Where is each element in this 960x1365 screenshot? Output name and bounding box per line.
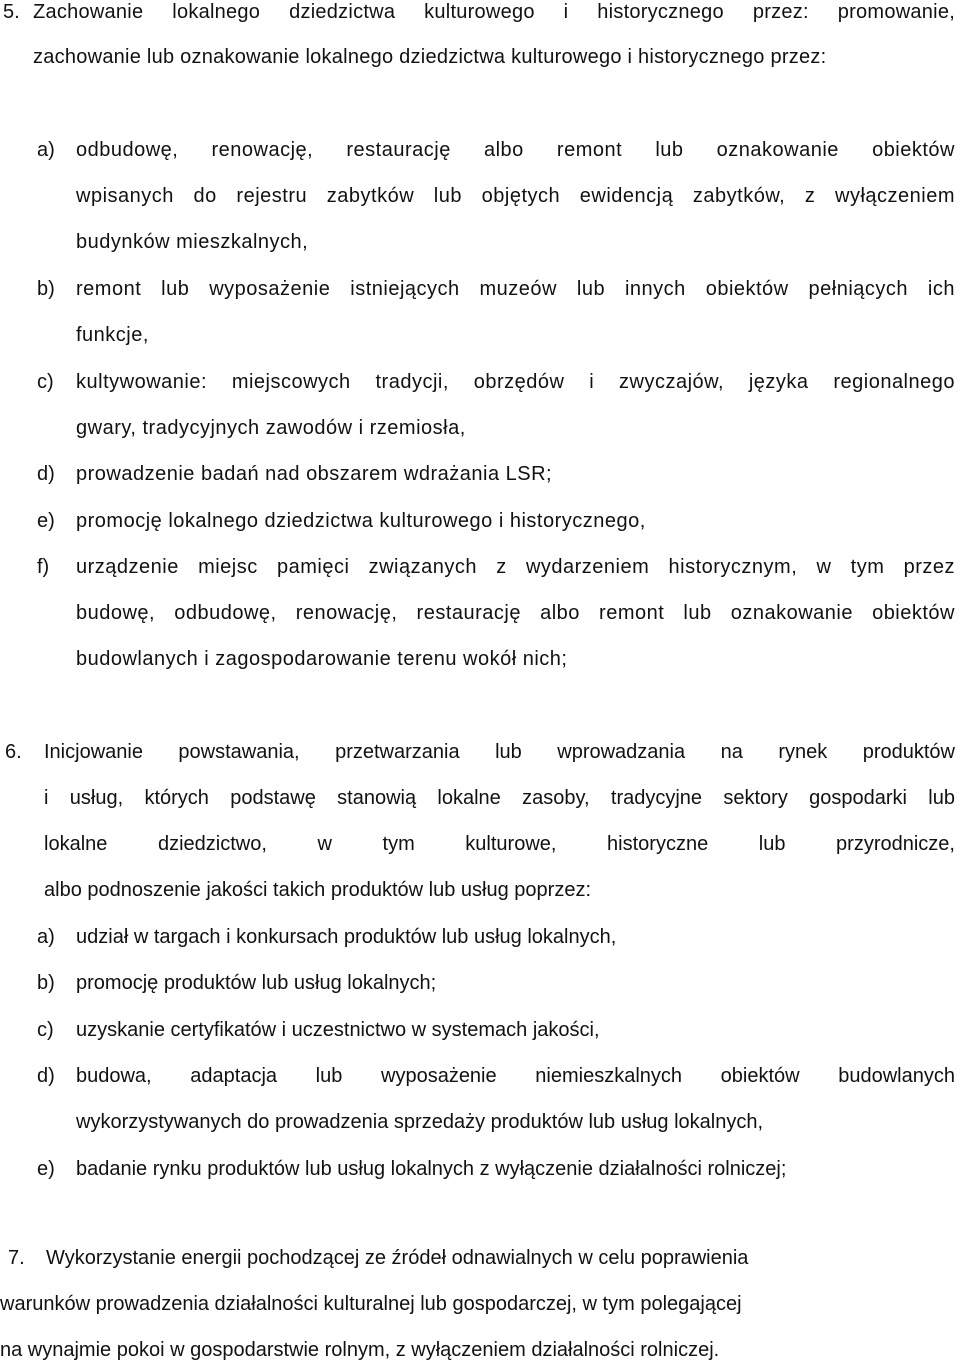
section-heading-line: na wynajmie pokoi w gospodarstwie rolnym, z wyłączeniem działalności rolniczej. (0, 1339, 720, 1361)
list-item-label: a) (37, 926, 55, 948)
list-item-label: c) (37, 371, 54, 393)
list-item-text: remont lub wyposażenie istniejących muzeów lub innych obiektów pełniących ich (76, 278, 955, 300)
list-item-text: budowa, adaptacja lub wyposażenie niemieszkalnych obiektów budowlanych (76, 1065, 955, 1087)
list-item-label: b) (37, 278, 55, 300)
list-item-label: e) (37, 1158, 55, 1180)
list-item-text: wpisanych do rejestru zabytków lub objętych ewidencją zabytków, z wyłączeniem (76, 185, 955, 207)
section-heading-line: warunków prowadzenia działalności kulturalnej lub gospodarczej, w tym polegającej (0, 1293, 742, 1315)
list-item-label: e) (37, 510, 55, 532)
section-heading-line: albo podnoszenie jakości takich produktów lub usług poprzez: (44, 879, 592, 901)
list-item-text: kultywowanie: miejscowych tradycji, obrzędów i zwyczajów, języka regionalnego (76, 371, 955, 393)
list-item-label: b) (37, 972, 55, 994)
list-item-label: f) (37, 556, 50, 578)
section-heading-line: i usług, których podstawę stanowią lokalne zasoby, tradycyjne sektory gospodarki lub (44, 787, 955, 809)
list-item-text: gwary, tradycyjnych zawodów i rzemiosła, (76, 417, 466, 439)
list-item-text: promocję produktów lub usług lokalnych; (76, 972, 437, 994)
list-item-text: budynków mieszkalnych, (76, 231, 309, 253)
section-heading-line: lokalne dziedzictwo, w tym kulturowe, historyczne lub przyrodnicze, (44, 833, 955, 855)
list-item-text: urządzenie miejsc pamięci związanych z wydarzeniem historycznym, w tym przez (76, 556, 955, 578)
list-item-label: c) (37, 1019, 54, 1041)
list-item-text: promocję lokalnego dziedzictwa kulturowego i historycznego, (76, 510, 646, 532)
list-item-text: funkcje, (76, 324, 149, 346)
section-heading-line: zachowanie lub oznakowanie lokalnego dziedzictwa kulturowego i historycznego przez: (33, 46, 827, 68)
list-item-label: a) (37, 139, 55, 161)
list-item-text: prowadzenie badań nad obszarem wdrażania LSR; (76, 463, 553, 485)
list-item-text: budowlanych i zagospodarowanie terenu wokół nich; (76, 648, 568, 670)
section-number: 5. (3, 1, 20, 23)
list-item-text: badanie rynku produktów lub usług lokalnych z wyłączenie działalności rolniczej; (76, 1158, 787, 1180)
list-item-text: uzyskanie certyfikatów i uczestnictwo w systemach jakości, (76, 1019, 600, 1041)
list-item-label: d) (37, 1065, 55, 1087)
section-heading-line: Inicjowanie powstawania, przetwarzania lub wprowadzania na rynek produktów (44, 741, 955, 763)
section-heading-line: Zachowanie lokalnego dziedzictwa kulturowego i historycznego przez: promowanie, (33, 1, 955, 23)
list-item-text: budowę, odbudowę, renowację, restaurację albo remont lub oznakowanie obiektów (76, 602, 955, 624)
list-item-text: odbudowę, renowację, restaurację albo remont lub oznakowanie obiektów (76, 139, 955, 161)
list-item-label: d) (37, 463, 55, 485)
section-number: 7. (8, 1247, 25, 1269)
section-heading-line: Wykorzystanie energii pochodzącej ze źródeł odnawialnych w celu poprawienia (46, 1247, 749, 1269)
list-item-text: wykorzystywanych do prowadzenia sprzedaży produktów lub usług lokalnych, (76, 1111, 764, 1133)
section-number: 6. (5, 741, 22, 763)
list-item-text: udział w targach i konkursach produktów lub usług lokalnych, (76, 926, 617, 948)
